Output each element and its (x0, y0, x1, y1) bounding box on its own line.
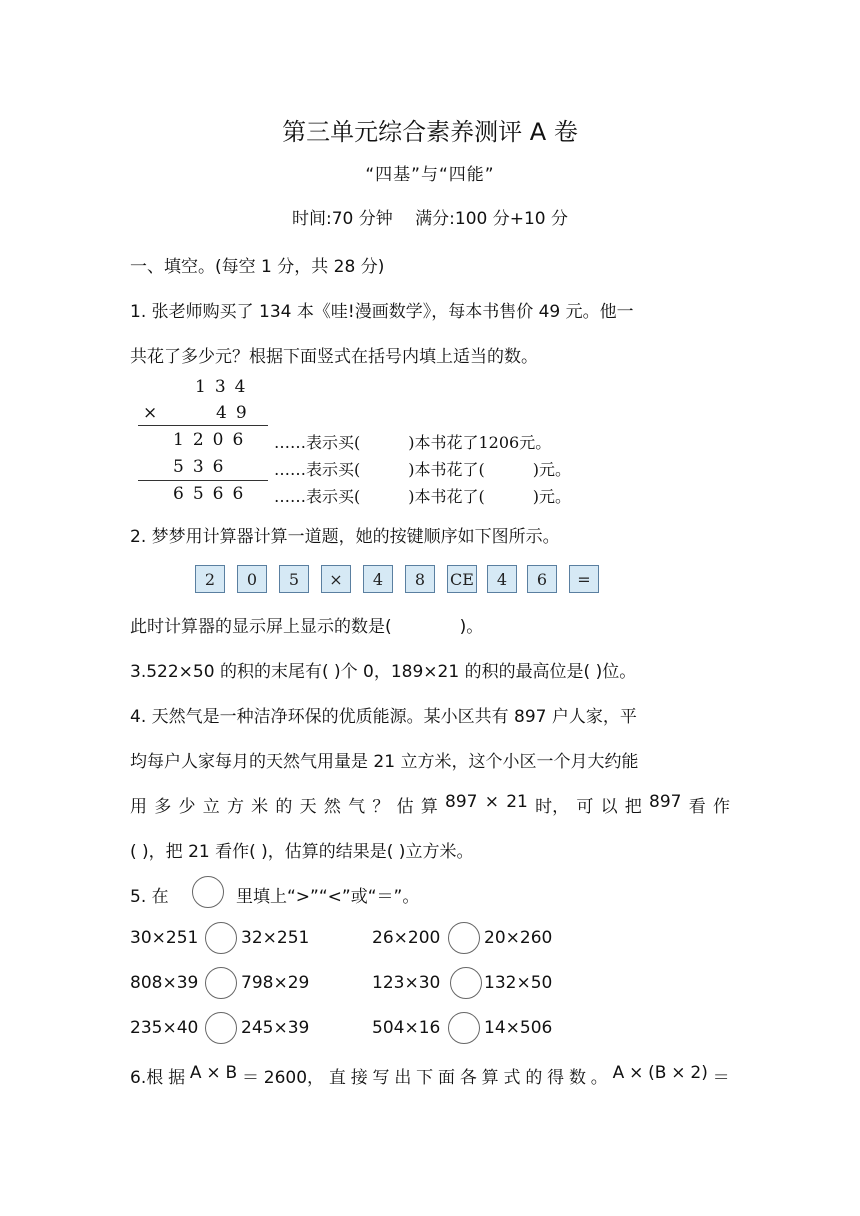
q1-line2: 共花了多少元？根据下面竖式在括号内填上适当的数。 (130, 347, 538, 367)
q6-word: 下 (416, 1068, 434, 1088)
compare-circle[interactable] (448, 922, 480, 954)
q4-word: 897 (445, 792, 478, 812)
compare-left: 808×39 (130, 973, 199, 993)
q6-word: 得 (547, 1068, 565, 1088)
q6-word: 算 (481, 1068, 499, 1088)
q6-word: 写 (372, 1068, 390, 1088)
key-8: 8 (405, 565, 435, 593)
q4-word: 多 (154, 797, 172, 817)
compare-right: 245×39 (241, 1018, 310, 1038)
compare-circle[interactable] (205, 1012, 237, 1044)
q6-word: 2600， (263, 1068, 325, 1088)
q4-word: 用 (130, 797, 147, 817)
q5-prefix: 5. 在 (130, 887, 169, 907)
q4-word: 21 (506, 792, 528, 812)
q6-word: 6.根 (130, 1068, 164, 1088)
q4-line2: 均每户人家每月的天然气用量是 21 立方米，这个小区一个月大约能 (130, 752, 639, 772)
time-score-info: 时间:70 分钟 满分:100 分+10 分 (291, 209, 569, 229)
key-equals: = (569, 565, 599, 593)
q6-word: A (612, 1063, 625, 1083)
note-1: ……表示买( )本书花了1206元。 (274, 433, 552, 452)
q6-word: 接 (350, 1068, 368, 1088)
q6-word: × (671, 1063, 686, 1083)
key-5: 5 (279, 565, 309, 593)
q5-suffix: 里填上“>”“<”或“＝”。 (236, 887, 420, 907)
q6-word: 各 (459, 1068, 477, 1088)
q4-word: 算 (420, 797, 438, 817)
compare-circle[interactable] (448, 1012, 480, 1044)
q6-word: 面 (438, 1068, 455, 1088)
q4-word: 少 (178, 797, 196, 817)
compare-left: 26×200 (372, 928, 441, 948)
q4-line3 (130, 792, 730, 817)
q4-word: 897 (649, 792, 682, 812)
q6-word: 据 (168, 1068, 186, 1088)
q6-word: 数 (568, 1068, 586, 1088)
partial-product-2: 536 (173, 457, 233, 477)
q2-answer-line: 此时计算器的显示屏上显示的数是( )。 (130, 617, 484, 637)
key-4-second: 4 (487, 565, 517, 593)
key-multiply: × (321, 565, 351, 593)
q6-text (130, 1063, 730, 1088)
q3-text: 3.522×50 的积的末尾有( )个 0，189×21 的积的最高位是( )位。 (130, 662, 637, 682)
q4-word: 米 (251, 797, 269, 817)
partial-product-1: 1206 (173, 430, 253, 450)
q4-word: 时， (535, 797, 570, 817)
q6-word: × (206, 1063, 221, 1083)
q2-text: 2. 梦梦用计算器计算一道题，她的按键顺序如下图所示。 (130, 527, 560, 547)
multiplicand: 134 (195, 377, 255, 397)
q4-word: 气 (348, 797, 366, 817)
q4-word: 作 (712, 797, 730, 817)
compare-left: 504×16 (372, 1018, 441, 1038)
vertical-rule-1 (138, 425, 268, 426)
q1-line1: 1. 张老师购买了 134 本《哇!漫画数学》，每本书售价 49 元。他一 (130, 302, 634, 322)
q6-word: B (225, 1063, 238, 1083)
compare-left: 30×251 (130, 928, 199, 948)
q4-word: 估 (396, 797, 414, 817)
q4-word: 然 (323, 797, 341, 817)
q6-word: ＝ (241, 1068, 259, 1088)
q6-word: 的 (525, 1068, 543, 1088)
q4-word: 方 (226, 797, 244, 817)
page-title: 第三单元综合素养测评 A 卷 (282, 118, 578, 146)
q6-word: 式 (503, 1068, 521, 1088)
multiply-operator: × (143, 403, 158, 423)
note-2: ……表示买( )本书花了( )元。 (274, 460, 571, 479)
compare-circle-example (192, 876, 224, 908)
key-2: 2 (195, 565, 225, 593)
q4-word: ？ (372, 797, 390, 817)
q6-word: × (629, 1063, 644, 1083)
key-4: 4 (363, 565, 393, 593)
q4-word: 看 (688, 797, 706, 817)
compare-right: 132×50 (484, 973, 553, 993)
q4-word: 立 (202, 797, 220, 817)
compare-circle[interactable] (205, 967, 237, 999)
compare-circle[interactable] (450, 967, 482, 999)
q4-line1: 4. 天然气是一种洁净环保的优质能源。某小区共有 897 户人家，平 (130, 707, 637, 727)
q4-word: 以 (600, 797, 618, 817)
key-ce: CE (447, 565, 477, 593)
q4-word: 可 (576, 797, 594, 817)
page-subtitle: “四基”与“四能” (365, 165, 495, 185)
q6-word: (B (648, 1063, 667, 1083)
key-6: 6 (527, 565, 557, 593)
q6-word: ＝ (712, 1068, 730, 1088)
compare-right: 20×260 (484, 928, 553, 948)
q6-word: 出 (394, 1068, 412, 1088)
compare-right: 798×29 (241, 973, 310, 993)
compare-right: 14×506 (484, 1018, 553, 1038)
vertical-rule-2 (138, 480, 268, 481)
compare-right: 32×251 (241, 928, 310, 948)
q4-word: × (484, 792, 499, 812)
q6-word: 。 (590, 1068, 608, 1088)
compare-circle[interactable] (205, 922, 237, 954)
q6-word: 2) (690, 1063, 708, 1083)
multiplier: 49 (216, 403, 256, 423)
product-result: 6566 (173, 484, 253, 504)
key-0: 0 (237, 565, 267, 593)
q4-word: 的 (275, 797, 293, 817)
compare-left: 123×30 (372, 973, 441, 993)
q6-word: A (189, 1063, 202, 1083)
compare-left: 235×40 (130, 1018, 199, 1038)
q4-line4: ( )，把 21 看作( )，估算的结果是( )立方米。 (130, 842, 474, 862)
q6-word: 直 (328, 1068, 346, 1088)
section-heading: 一、填空。(每空 1 分，共 28 分) (130, 257, 385, 277)
note-3: ……表示买( )本书花了( )元。 (274, 487, 571, 506)
q4-word: 把 (624, 797, 642, 817)
q4-word: 天 (299, 797, 317, 817)
